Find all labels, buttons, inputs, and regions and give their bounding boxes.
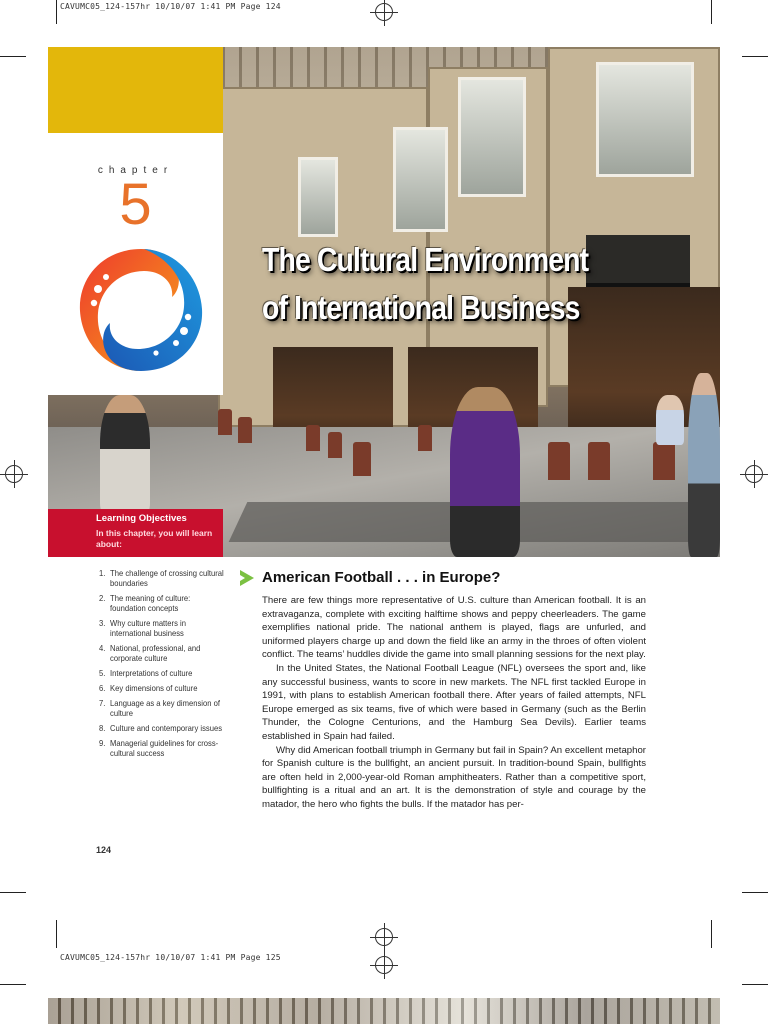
crop-mark (0, 984, 26, 985)
learning-objectives-heading: Learning Objectives (96, 513, 187, 524)
cafe-chair (353, 442, 371, 476)
article-body (262, 594, 646, 812)
chapter-number: 5 (119, 172, 152, 237)
list-item: 9. Managerial guidelines for cross-cultural success (99, 738, 219, 758)
learning-objectives-list (99, 568, 239, 763)
registration-mark (375, 928, 393, 946)
learning-objectives-box (48, 509, 223, 557)
list-item: 7. Language as a key dimension of culture (99, 698, 220, 718)
print-slug-top: CAVUMC05_124-157hr 10/10/07 1:41 PM Page 124 (60, 2, 281, 11)
cafe-chair (238, 417, 252, 443)
cafe-chair (418, 425, 432, 451)
chapter-label: chapter (97, 165, 174, 176)
list-item: 1. The challenge of crossing cultural boundaries (99, 568, 224, 588)
registration-mark (375, 956, 393, 974)
registration-mark (5, 465, 23, 483)
learning-objectives-intro: In this chapter, you will learn about: (96, 528, 213, 549)
next-page-photo-strip (48, 998, 720, 1024)
pedestrian (656, 395, 684, 445)
crop-mark (711, 0, 712, 24)
pedestrian (450, 387, 520, 557)
list-item: 8. Culture and contemporary issues (99, 723, 223, 733)
list-item: 4. National, professional, and corporate culture (99, 643, 201, 663)
crop-mark (0, 56, 26, 57)
paragraph: There are few things more representative of U.S. culture than American football. It is an extravaganza, complete with exciting halftime shows and peppy cheerleaders. The game exemplifies national pride. The national anthem is played, flags are unfurled, and uniformed players charge up and down the field like an army in the throes of often violent conflict. The teams’ huddles divide the game into small planning sessions for the next play. (262, 595, 646, 661)
crop-mark (742, 984, 768, 985)
pedestrian (688, 373, 720, 557)
section-arrow-icon (240, 570, 254, 586)
crop-mark (711, 920, 712, 948)
list-item: 5. Interpretations of culture (99, 668, 193, 678)
cafe-chair (218, 409, 232, 435)
chapter-title (262, 236, 623, 332)
list-item: 2. The meaning of culture: foundation concepts (99, 593, 191, 613)
chapter-title-line-2: of International Business (262, 289, 580, 326)
window (458, 77, 526, 197)
cafe-chair (306, 425, 320, 451)
crop-mark (742, 56, 768, 57)
window (298, 157, 338, 237)
print-slug-bottom: CAVUMC05_124-157hr 10/10/07 1:41 PM Page 125 (60, 953, 281, 962)
yellow-accent-block (48, 47, 223, 133)
paragraph: In the United States, the National Football League (NFL) oversees the sport and, like any successful business, wants to score in new markets. The NFL first tackled Europe in 1991, with plans to establish American football there. After years of failed attempts, NFL Europe emerged as six teams, five of which were based in Germany (such as the Berlin Thunder, the Cologne Centurions, and the Hamburg Sea Devils). Earlier teams established in Spain had failed. (262, 662, 646, 742)
window (596, 62, 694, 177)
list-item: 3. Why culture matters in international business (99, 618, 186, 638)
paragraph: Why did American football triumph in Germany but fail in Spain? An excellent metaphor for Spanish culture is the bullfight, an ancient pursuit. In tradition-bound Spain, bullfights are often held in 2,000-year-old Roman amphitheaters. Rather than a competitive sport, bullfighting is a ritual and an art. It is the demonstration of style and courage by the matador, the hero who fights the bulls. If the matador has per- (262, 744, 646, 810)
crop-mark (56, 920, 57, 948)
pedestrian (100, 395, 150, 515)
crop-mark (56, 0, 57, 24)
cafe-chair (548, 442, 570, 480)
list-item: 6. Key dimensions of culture (99, 683, 198, 693)
section-heading: American Football . . . in Europe? (262, 569, 501, 586)
cafe-chair (653, 442, 675, 480)
chapter-panel (48, 133, 223, 395)
cafe-chair (588, 442, 610, 480)
page-number: 124 (96, 845, 112, 855)
crop-mark (742, 892, 768, 893)
chapter-title-line-1: The Cultural Environment (262, 241, 589, 278)
registration-mark (745, 465, 763, 483)
cafe-chair (328, 432, 342, 458)
registration-mark (375, 3, 393, 21)
window (393, 127, 448, 232)
globe-swirl-logo-icon (76, 245, 206, 375)
crop-mark (0, 892, 26, 893)
